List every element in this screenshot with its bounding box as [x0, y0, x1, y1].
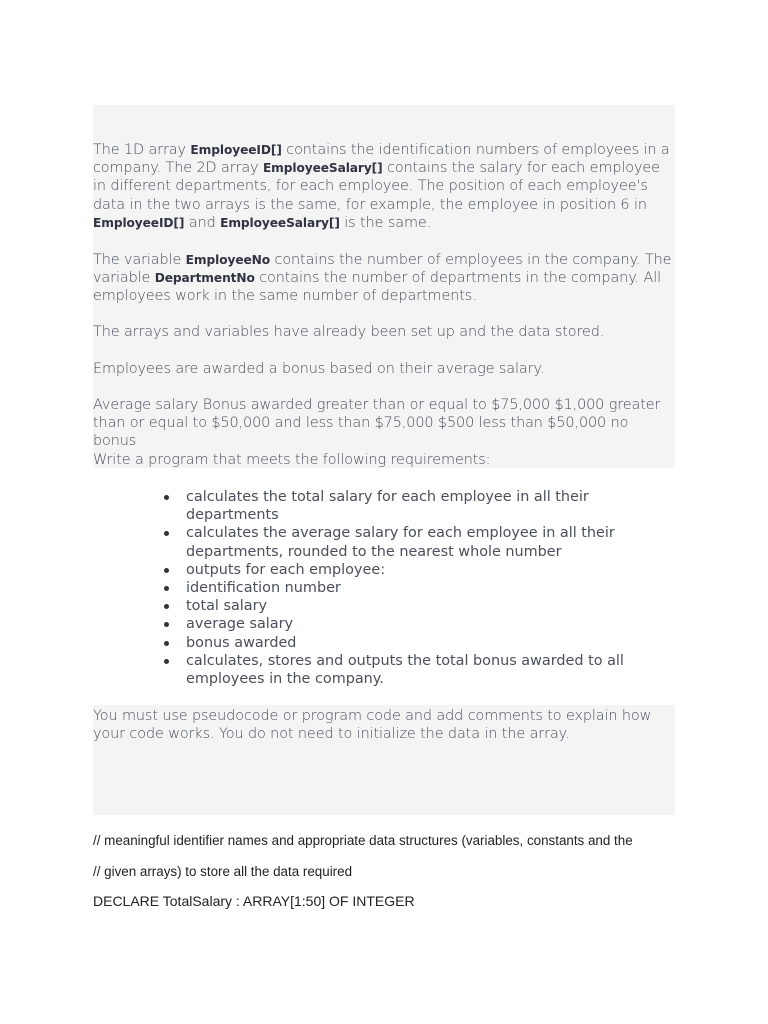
code-employee-id: EmployeeID[]	[190, 143, 282, 157]
list-item: calculates the total salary for each employee in all their departments	[163, 488, 643, 524]
code-employee-salary: EmployeeSalary[]	[262, 161, 383, 176]
list-item: identification number	[163, 579, 643, 597]
list-item: outputs for each employee:	[163, 561, 643, 579]
text-run: contains the number of employees in the company. The variable	[93, 252, 672, 287]
list-item: bonus awarded	[163, 634, 643, 652]
intro-paragraph-setup: The arrays and variables have already been set up and the data stored.	[93, 324, 605, 340]
answer-comment-line-1: // meaningful identifier names and appropriate data structures (variables, constants and the	[93, 833, 633, 848]
answer-comment-line-2: // given arrays) to store all the data required	[93, 864, 353, 879]
requirements-list	[163, 488, 643, 688]
list-item: average salary	[163, 615, 643, 633]
text-run: contains the salary for each employee in different departments, for each employee. The position of each employee's data in the two arrays is the same, for example, the employee in position 6 in	[93, 160, 660, 213]
answer-declare-line: DECLARE TotalSalary : ARRAY[1:50] OF INTEGER	[93, 893, 415, 909]
code-department-no: DepartmentNo	[154, 271, 255, 286]
code-employee-id: EmployeeID[]	[93, 215, 185, 230]
text-run: contains the identification numbers of employees in a company. The 2D array	[93, 142, 670, 177]
code-employee-salary: EmployeeSalary[]	[220, 215, 340, 230]
intro-paragraph-task: Write a program that meets the following requirements:	[93, 452, 491, 468]
intro-paragraph-bonus-table: Average salary Bonus awarded greater than or equal to $75,000 $1,000 greater than or equal to $50,000 and less than $75,000 $500 less than $50,000 no bonus	[93, 397, 661, 450]
list-item: calculates the average salary for each employee in all their departments, rounded to the nearest whole number	[163, 524, 643, 560]
list-item: total salary	[163, 597, 643, 615]
list-item: calculates, stores and outputs the total bonus awarded to all employees in the company.	[163, 652, 643, 688]
instruction-paragraph: You must use pseudocode or program code and add comments to explain how your code works. You do not need to initialize the data in the array.	[93, 708, 652, 743]
text-run: and	[184, 214, 221, 231]
intro-paragraph-variables	[93, 251, 675, 306]
intro-paragraph-bonus: Employees are awarded a bonus based on their average salary.	[93, 361, 545, 377]
intro-paragraph-arrays	[93, 141, 675, 232]
text-run: The variable	[93, 252, 186, 268]
code-employee-no: EmployeeNo	[185, 253, 271, 267]
text-run: is the same.	[339, 214, 432, 231]
text-run: The 1D array	[93, 142, 191, 158]
text-run: contains the number of departments in the company. All employees work in the same number of departments.	[93, 270, 662, 305]
